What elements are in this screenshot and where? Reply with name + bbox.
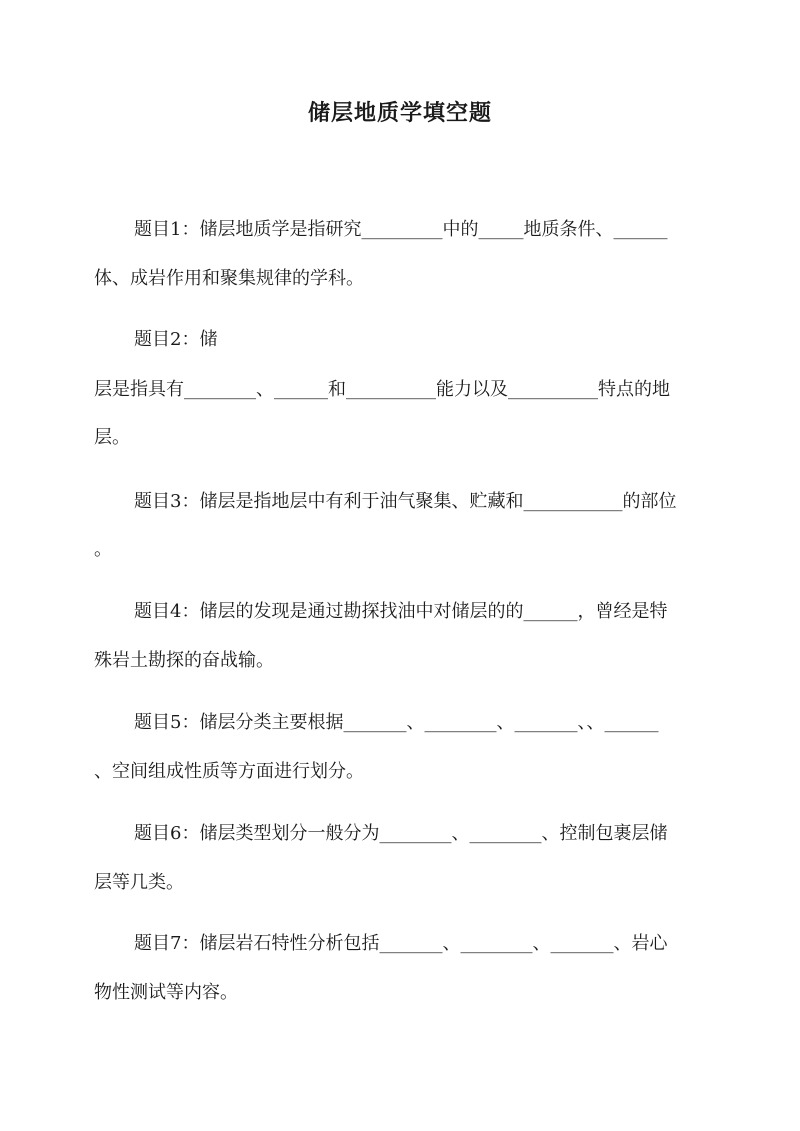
question-1-line-2: 体、成岩作用和聚集规律的学科。 — [94, 268, 364, 289]
question-2-line-1: 题目2：储 — [134, 329, 218, 350]
question-6-line-1: 题目6：储层类型划分一般分为________、________、控制包裹层储 — [134, 823, 668, 844]
document-title: 储层地质学填空题 — [307, 100, 492, 126]
question-2-line-3: 层。 — [94, 427, 130, 448]
question-5-line-2: 、空间组成性质等方面进行划分。 — [94, 761, 364, 782]
question-4-line-1: 题目4：储层的发现是通过勘探找油中对储层的的______，曾经是特 — [134, 601, 668, 622]
question-5-line-1: 题目5：储层分类主要根据_______、________、_______、、______ — [134, 712, 659, 733]
question-3-line-2: 。 — [94, 539, 112, 560]
question-6-line-2: 层等几类。 — [94, 872, 184, 893]
question-7-line-1: 题目7：储层岩石特性分析包括_______、________、_______、岩心 — [134, 933, 668, 954]
question-4-line-2: 殊岩土勘探的奋战输。 — [94, 650, 274, 671]
question-3-line-1: 题目3：储层是指地层中有利于油气聚集、贮藏和___________的部位 — [134, 491, 677, 512]
question-1-line-1: 题目1：储层地质学是指研究_________中的_____地质条件、______ — [134, 219, 668, 240]
question-2-line-2: 层是指具有________、______和__________能力以及__________特点的地 — [94, 379, 670, 400]
question-7-line-2: 物性测试等内容。 — [94, 982, 238, 1003]
